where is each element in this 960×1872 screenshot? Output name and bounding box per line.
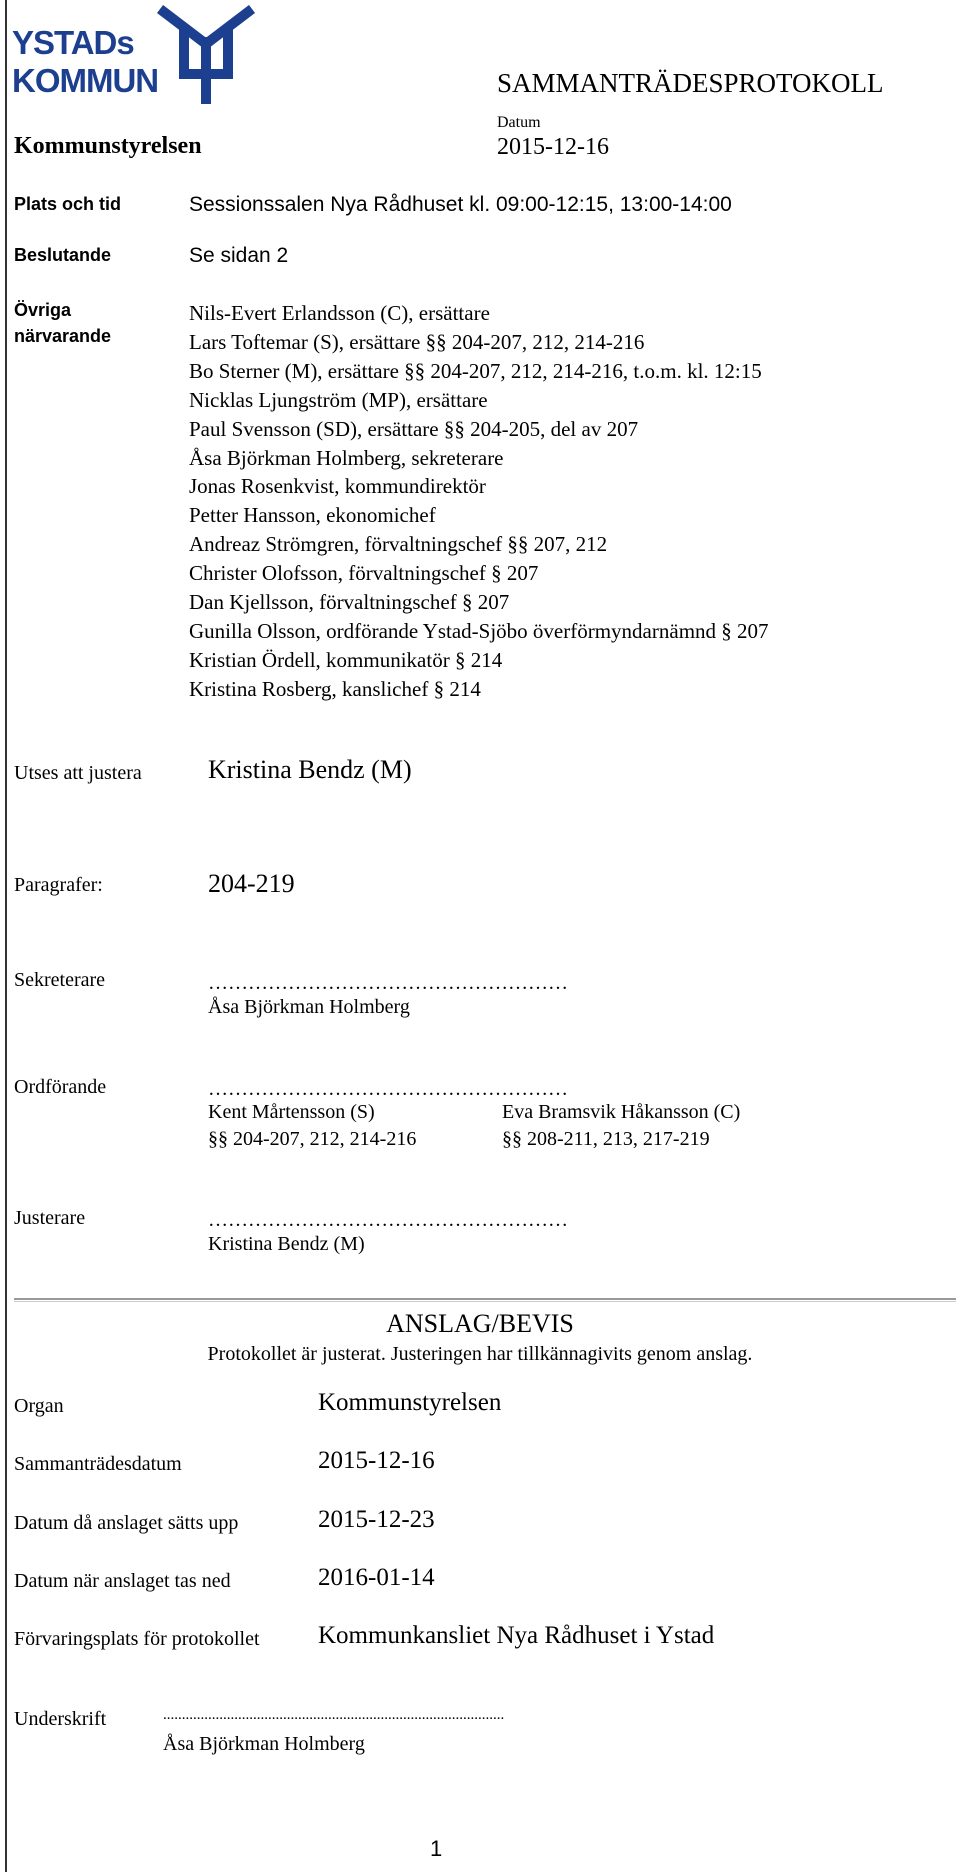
list-item: Paul Svensson (SD), ersättare §§ 204-205, del av 207 (189, 416, 639, 441)
plats-value: Sessionssalen Nya Rådhuset kl. 09:00-12:15, 13:00-14:00 (189, 193, 732, 216)
ordforande-paragraphs-1: §§ 204-207, 212, 214-216 (208, 1128, 417, 1150)
ordforande-name-2: Eva Bramsvik Håkansson (C) (502, 1101, 741, 1123)
logo-line-2: KOMMUN (12, 62, 159, 99)
justerare-label: Justerare (14, 1207, 86, 1229)
list-item: Nicklas Ljungström (MP), ersättare (189, 387, 488, 412)
page-number: 1 (430, 1836, 443, 1861)
list-item: Petter Hansson, ekonomichef (189, 503, 436, 528)
anslag-row-value: 2015-12-23 (318, 1506, 435, 1533)
paragrafer-value: 204-219 (208, 869, 295, 898)
paragrafer-label: Paragrafer: (14, 874, 103, 896)
anslag-title: ANSLAG/BEVIS (386, 1309, 574, 1338)
logo-line-1: YSTADs (12, 24, 134, 61)
datum-label: Datum (497, 114, 541, 131)
anslag-row-label: Sammanträdesdatum (14, 1453, 182, 1475)
anslag-row-value: Kommunstyrelsen (318, 1389, 502, 1416)
anslag-row-value: 2015-12-16 (318, 1447, 435, 1474)
ordforande-paragraphs-2: §§ 208-211, 213, 217-219 (502, 1128, 710, 1150)
list-item: Åsa Björkman Holmberg, sekreterare (189, 445, 504, 470)
list-item: Dan Kjellsson, förvaltningschef § 207 (189, 590, 510, 615)
ystad-kommun-logo (12, 4, 252, 104)
organization-name: Kommunstyrelsen (14, 133, 202, 159)
ovriga-label-line2: närvarande (14, 326, 112, 346)
anslag-subtitle: Protokollet är justerat. Justeringen har tillkännagivits genom anslag. (207, 1343, 753, 1365)
ordforande-signature-line: ……………………………………………… (208, 1078, 568, 1100)
logo-emblem-icon (154, 4, 258, 104)
list-item: Gunilla Olsson, ordförande Ystad-Sjöbo överförmyndarnämnd § 207 (189, 618, 769, 643)
anslag-row-value: 2016-01-14 (318, 1564, 435, 1591)
ovriga-label-line1: Övriga (14, 300, 72, 320)
ordforande-name-1: Kent Mårtensson (S) (208, 1101, 375, 1123)
anslag-row-label: Förvaringsplats för protokollet (14, 1628, 260, 1650)
beslutande-label: Beslutande (14, 245, 112, 265)
underskrift-signature-line: ........................................................................................... (163, 1707, 505, 1723)
list-item: Nils-Evert Erlandsson (C), ersättare (189, 301, 490, 325)
beslutande-value: Se sidan 2 (189, 244, 289, 267)
justerare-signature-line: ……………………………………………… (208, 1209, 568, 1231)
section-divider (14, 1298, 956, 1300)
ordforande-label: Ordförande (14, 1076, 107, 1098)
ovriga-list (189, 299, 769, 704)
justera-value: Kristina Bendz (M) (208, 755, 412, 784)
underskrift-name: Åsa Björkman Holmberg (163, 1733, 365, 1755)
sekreterare-signature-line: ……………………………………………… (208, 972, 568, 994)
list-item: Bo Sterner (M), ersättare §§ 204-207, 212, 214-216, t.o.m. kl. 12:15 (189, 358, 762, 383)
anslag-row-value: Kommunkansliet Nya Rådhuset i Ystad (318, 1622, 715, 1649)
page-left-border (5, 0, 7, 1872)
list-item: Kristian Ördell, kommunikatör § 214 (189, 647, 503, 672)
list-item: Christer Olofsson, förvaltningschef § 207 (189, 561, 539, 586)
list-item: Jonas Rosenkvist, kommundirektör (189, 474, 486, 499)
underskrift-label: Underskrift (14, 1708, 107, 1730)
list-item: Kristina Rosberg, kanslichef § 214 (189, 676, 481, 701)
sekreterare-name: Åsa Björkman Holmberg (208, 996, 410, 1018)
anslag-row-label: Datum när anslaget tas ned (14, 1570, 231, 1592)
justera-label: Utses att justera (14, 762, 142, 784)
document-title: SAMMANTRÄDESPROTOKOLL (497, 68, 884, 98)
section-divider-shadow (14, 1301, 956, 1302)
justerare-name: Kristina Bendz (M) (208, 1233, 365, 1255)
list-item: Andreaz Strömgren, förvaltningschef §§ 207, 212 (189, 532, 608, 557)
anslag-row-label: Organ (14, 1395, 64, 1417)
datum-value: 2015-12-16 (497, 134, 609, 160)
sekreterare-label: Sekreterare (14, 969, 106, 991)
list-item: Lars Toftemar (S), ersättare §§ 204-207, 212, 214-216 (189, 329, 645, 354)
plats-label: Plats och tid (14, 194, 122, 214)
anslag-row-label: Datum då anslaget sätts upp (14, 1512, 239, 1534)
